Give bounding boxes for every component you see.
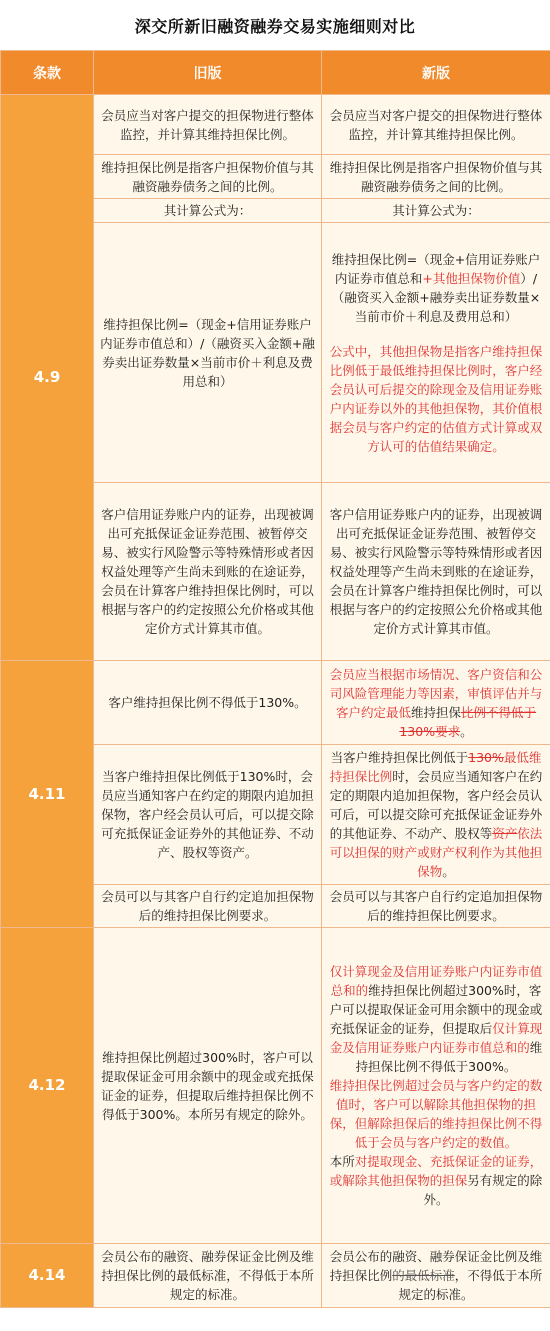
table-row [1,95,550,155]
new-formula [326,250,546,326]
added-text: +其他担保物价值 [422,270,521,286]
header-old: 旧版 [94,51,322,95]
page-title: 深交所新旧融资融券交易实施细则对比 [134,16,416,36]
new-text-cell [322,661,550,745]
old-text: 会员应当对客户提交的担保物进行整体监控，并计算其维持担保比例。 [94,95,322,155]
text-segment: 。 [460,723,473,739]
text-segment: 另有规定的除外。 [423,1173,543,1207]
added-text: 维持担保比例超过会员与客户约定的数值时，客户可以解除其他担保物的担保，但解除担保后的维持担保比例不得低于会员与客户约定的数值。 [329,1078,543,1150]
text-segment: 当客户维持担保比例低于 [330,750,469,765]
old-text: 维持担保比例是指客户担保物价值与其融资融券债务之间的比例。 [94,155,322,199]
new-text: 客户信用证券账户内的证券，出现被调出可充抵保证金证券范围、被暂停交易、被实行风险警示等特殊情形或者因权益处理等产生尚未到账的在途证券，会员在计算客户维持担保比例时，可以根据与客户的约定按照公允价格或其他定价方式计算其市值。 [322,483,550,661]
added-text: 公式中，其他担保物是指客户维持担保比例低于最低维持担保比例时，客户经会员认可后提交的除现金及信用证券账户内证券以外的其他担保物，其价值根据会员与客户约定的估值方式计算或双方认可的估值结果确定。 [329,343,543,454]
text-segment: ，不得低于本所规定的标准。 [398,1268,543,1302]
text-segment: 维持担保比例不得低于300%。 [355,1040,543,1074]
added-text: 会员应当根据市场情况、客户资信和公司风险管理能力等因素，审慎评估并与客户约定最低 [329,666,543,720]
clause-4-12: 4.12 [1,928,94,1244]
new-paragraph [326,1152,546,1209]
new-text-cell [322,1244,550,1308]
text-segment: 。 [442,864,455,879]
new-text: 会员应当对客户提交的担保物进行整体监控，并计算其维持担保比例。 [322,95,550,155]
old-text: 客户维持担保比例不得低于130%。 [94,661,322,745]
old-text: 维持担保比例=（现金+信用证券账户内证券市值总和）/（融资买入金额+融券卖出证券数量×当前市价＋利息及费用总和） [94,223,322,483]
table-row [1,661,550,745]
text-segment: 本所 [329,1154,355,1169]
text-segment: 维持担保比例超过300%时，客户可以提取保证金可用余额中的现金或充抵保证金的证券，但提取后 [329,983,543,1036]
old-text: 客户信用证券账户内的证券，出现被调出可充抵保证金证券范围、被暂停交易、被实行风险警示等特殊情形或者因权益处理等产生尚未到账的在途证券，会员在计算客户维持担保比例时，可以根据与客户的约定按照公允价格或其他定价方式计算其市值。 [94,483,322,661]
new-paragraph [326,962,546,1076]
table-header-row [1,51,550,95]
text-segment: 维持担保 [410,704,461,720]
old-text: 维持担保比例超过300%时，客户可以提取保证金可用余额中的现金或充抵保证金的证券，但提取后维持担保比例不得低于300%。本所另有规定的除外。 [94,928,322,1244]
new-text-cell [322,928,550,1244]
table-row [1,1244,550,1308]
table-row [1,928,550,1244]
clause-4-11: 4.11 [1,661,94,928]
old-text: 会员可以与其客户自行约定追加担保物后的维持担保比例要求。 [94,885,322,928]
old-text: 会员公布的融资、融券保证金比例及维持担保比例的最低标准，不得低于本所规定的标准。 [94,1244,322,1308]
new-text-cell [322,223,550,483]
added-text: 对提取现金、充抵保证金的证券，或解除其他担保物的担保 [329,1154,543,1188]
new-text: 其计算公式为： [322,199,550,223]
added-text: 最低维持担保比例 [329,750,542,784]
added-text: 仅计算现金及信用证券账户内证券市值总和的 [329,1021,543,1055]
header-new: 新版 [322,51,550,95]
old-text: 当客户维持担保比例低于130%时，会员应当通知客户在约定的期限内追加担保物，客户经会员认可后，可以提交除可充抵保证金证券外的其他证券、不动产、股权等资产。 [94,745,322,885]
added-text: 仅计算现金及信用证券账户内证券市值总和的 [329,964,543,998]
added-text: 依法可以担保的财产或财产权利作为其他担保物 [329,826,543,879]
deleted-text: 130% [468,750,504,765]
old-text: 其计算公式为： [94,199,322,223]
deleted-text: 比例不得低于130%要求 [399,704,537,739]
new-text: 维持担保比例是指客户担保物价值与其融资融券债务之间的比例。 [322,155,550,199]
comparison-table [0,50,550,1308]
text-segment: ）/（融资买入金额+融券卖出证券数量×当前市价＋利息及费用总和） [331,270,541,324]
text-segment: 会员公布的融资、融券保证金比例及维持担保比例 [329,1249,543,1283]
text-segment: 时，会员应当通知客户在约定的期限内追加担保物，客户经会员认可后，可以提交除可充抵保证金证券外的其他证券、不动产、股权等 [329,769,543,841]
text-segment: 维持担保比例=（现金+信用证券账户内证券市值总和 [331,251,541,286]
clause-4-9: 4.9 [1,95,94,661]
deleted-text: 的最低标准 [392,1268,455,1283]
deleted-text: 资产 [492,826,518,841]
header-clause: 条款 [1,51,94,95]
new-text: 会员可以与其客户自行约定追加担保物后的维持担保比例要求。 [322,885,550,928]
clause-4-14: 4.14 [1,1244,94,1308]
new-text-cell [322,745,550,885]
